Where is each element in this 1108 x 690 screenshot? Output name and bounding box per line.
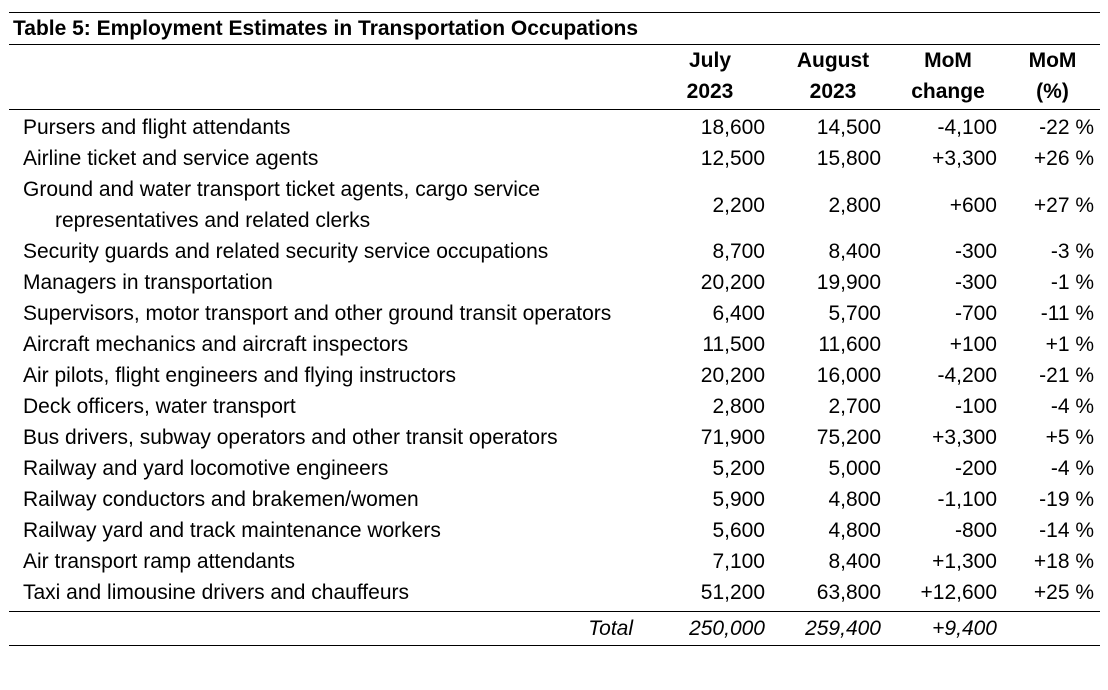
header-august-line2: 2023 (809, 80, 857, 103)
table-row (9, 267, 1100, 298)
header-mom-pct (1005, 45, 1100, 110)
august-cell: 2,800 (828, 193, 881, 217)
occupation-label: Security guards and related security service occupations (23, 240, 549, 263)
august-cell: 8,400 (828, 240, 881, 263)
mom-change-cell: +1,300 (932, 550, 997, 573)
august-cell: 4,800 (828, 519, 881, 542)
july-cell: 71,900 (700, 426, 765, 449)
august-cell: 4,800 (828, 488, 881, 511)
header-august (775, 45, 891, 110)
august-cell: 11,600 (818, 333, 881, 356)
august-cell: 15,800 (816, 147, 881, 170)
july-cell: 20,200 (700, 364, 765, 387)
header-mom-pct-line1: MoM (1028, 49, 1077, 72)
occupation-cell (9, 391, 645, 422)
mom-pct-cell: +18 % (1033, 550, 1095, 573)
occupation-cell (9, 546, 645, 577)
mom-pct-cell: +1 % (1045, 333, 1095, 356)
column-header-row (9, 45, 1100, 110)
mom-pct-cell: -19 % (1039, 488, 1095, 511)
occupation-label: Ground and water transport ticket agents, cargo service representatives and related clerks (23, 178, 541, 232)
mom-pct-cell: -11 % (1040, 302, 1095, 325)
occupation-cell (9, 174, 645, 236)
total-mom-pct (1005, 612, 1100, 646)
occupation-label: Pursers and flight attendants (23, 116, 291, 139)
table-title-row (9, 13, 1100, 45)
august-cell: 63,800 (816, 581, 881, 604)
occupation-label: Railway conductors and brakemen/women (23, 488, 419, 511)
august-cell: 5,000 (828, 457, 881, 480)
table-row (9, 391, 1100, 422)
mom-change-cell: -800 (954, 519, 997, 542)
mom-pct-cell: +5 % (1045, 426, 1095, 449)
header-july-line2: 2023 (686, 80, 734, 103)
mom-pct-cell: +26 % (1033, 147, 1095, 170)
mom-pct-cell: -1 % (1050, 271, 1095, 294)
table-row (9, 329, 1100, 360)
employment-table (9, 12, 1100, 646)
july-cell: 5,200 (712, 457, 765, 480)
occupation-cell (9, 329, 645, 360)
occupation-label: Air pilots, flight engineers and flying instructors (23, 364, 457, 387)
header-mom-change-line2: change (911, 80, 985, 103)
occupation-label: Bus drivers, subway operators and other transit operators (23, 426, 558, 449)
table-row (9, 453, 1100, 484)
occupation-label: Aircraft mechanics and aircraft inspectors (23, 333, 409, 356)
occupation-cell (9, 422, 645, 453)
july-cell: 5,900 (712, 488, 765, 511)
mom-change-cell: -300 (954, 240, 997, 263)
header-mom-change (891, 45, 1005, 110)
table-row (9, 515, 1100, 546)
august-cell: 2,700 (828, 395, 881, 418)
total-mom-change: +9,400 (891, 612, 1005, 646)
mom-change-cell: +12,600 (920, 581, 997, 604)
header-august-line1: August (796, 49, 870, 72)
total-label: Total (9, 612, 645, 646)
header-occupation (9, 45, 645, 110)
employment-table-container (9, 12, 1100, 646)
mom-pct-cell: +27 % (1033, 193, 1095, 217)
mom-change-cell: -4,100 (937, 116, 997, 139)
july-cell: 20,200 (700, 271, 765, 294)
july-cell: 11,500 (702, 333, 765, 356)
august-cell: 16,000 (816, 364, 881, 387)
august-cell: 5,700 (828, 302, 881, 325)
occupation-cell (9, 267, 645, 298)
mom-pct-cell: -4 % (1050, 457, 1095, 480)
occupation-cell (9, 484, 645, 515)
table-row (9, 577, 1100, 612)
mom-pct-cell: -3 % (1050, 240, 1095, 263)
total-august: 259,400 (775, 612, 891, 646)
occupation-cell (9, 453, 645, 484)
occupation-cell (9, 515, 645, 546)
table-row (9, 298, 1100, 329)
occupation-label: Airline ticket and service agents (23, 147, 319, 170)
header-july-line1: July (688, 49, 732, 72)
table-row (9, 174, 1100, 236)
table-row (9, 546, 1100, 577)
occupation-label: Railway yard and track maintenance workers (23, 519, 441, 542)
mom-change-cell: +600 (949, 193, 997, 217)
table-row (9, 360, 1100, 391)
occupation-label: Railway and yard locomotive engineers (23, 457, 389, 480)
mom-pct-cell: -22 % (1039, 116, 1095, 139)
mom-change-cell: +3,300 (932, 426, 997, 449)
occupation-cell (9, 143, 645, 174)
mom-change-cell: -300 (954, 271, 997, 294)
july-cell: 2,200 (712, 193, 765, 217)
july-cell: 5,600 (712, 519, 765, 542)
occupation-label: Supervisors, motor transport and other ground transit operators (23, 302, 612, 325)
july-cell: 6,400 (712, 302, 765, 325)
occupation-cell (9, 110, 645, 144)
mom-pct-cell: -21 % (1039, 364, 1095, 387)
table-row (9, 143, 1100, 174)
august-cell: 19,900 (816, 271, 881, 294)
july-cell: 51,200 (700, 581, 765, 604)
august-cell: 14,500 (816, 116, 881, 139)
july-cell: 7,100 (712, 550, 765, 573)
mom-change-cell: -4,200 (937, 364, 997, 387)
mom-change-cell: +3,300 (932, 147, 997, 170)
occupation-label: Taxi and limousine drivers and chauffeurs (23, 581, 409, 604)
mom-pct-cell: +25 % (1033, 581, 1095, 604)
table-row (9, 110, 1100, 144)
mom-pct-cell: -4 % (1050, 395, 1095, 418)
occupation-label: Air transport ramp attendants (23, 550, 295, 573)
mom-change-cell: -700 (954, 302, 997, 325)
mom-change-cell: -200 (954, 457, 997, 480)
occupation-cell (9, 577, 645, 612)
august-cell: 8,400 (828, 550, 881, 573)
mom-change-cell: +100 (949, 333, 997, 356)
header-mom-pct-line2: (%) (1036, 80, 1069, 103)
mom-change-cell: -100 (954, 395, 997, 418)
occupation-cell (9, 236, 645, 267)
occupation-cell (9, 360, 645, 391)
table-row (9, 422, 1100, 453)
table-row (9, 236, 1100, 267)
july-cell: 8,700 (712, 240, 765, 263)
header-mom-change-line1: MoM (924, 49, 972, 72)
table-row (9, 484, 1100, 515)
august-cell: 75,200 (816, 426, 881, 449)
mom-pct-cell: -14 % (1039, 519, 1095, 542)
july-cell: 2,800 (712, 395, 765, 418)
occupation-cell (9, 298, 645, 329)
table-title: Table 5: Employment Estimates in Transportation Occupations (9, 13, 1100, 45)
total-row (9, 612, 1100, 646)
occupation-label: Deck officers, water transport (23, 395, 296, 418)
mom-change-cell: -1,100 (937, 488, 997, 511)
july-cell: 18,600 (700, 116, 765, 139)
occupation-label: Managers in transportation (23, 271, 273, 294)
header-july (645, 45, 775, 110)
july-cell: 12,500 (700, 147, 765, 170)
total-july: 250,000 (645, 612, 775, 646)
